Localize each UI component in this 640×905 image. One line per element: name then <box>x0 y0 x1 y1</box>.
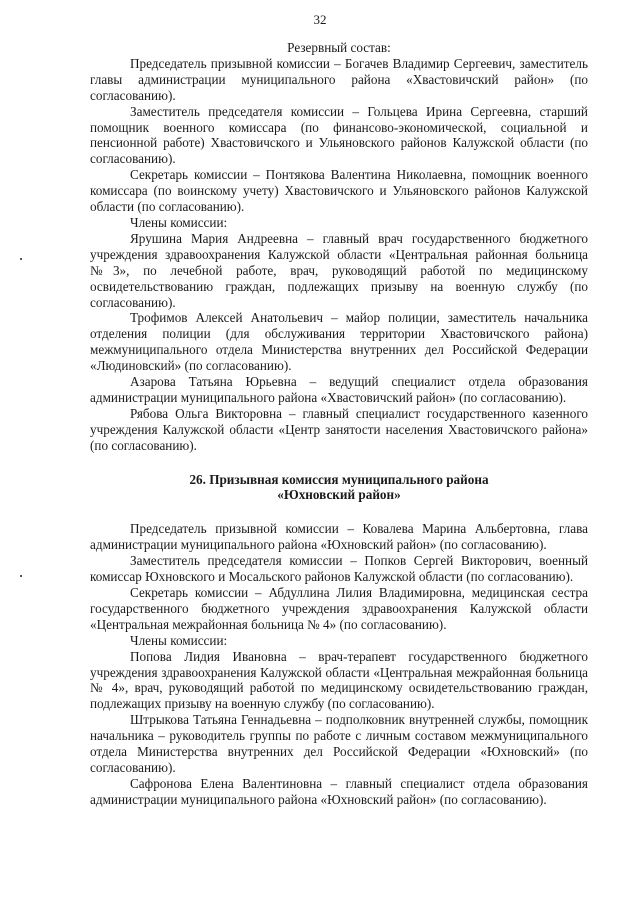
reserve-heading: Резервный состав: <box>287 40 391 55</box>
spacer <box>90 454 588 472</box>
document-body <box>90 40 588 808</box>
margin-mark <box>20 575 22 577</box>
paragraph: Члены комиссии: <box>130 214 228 230</box>
section-heading: «Юхновский район» <box>277 487 401 503</box>
paragraph: Сафронова Елена Валентиновна – главный специалист отдела образования администрации муниципального района «Юхновский район» (по согласованию). <box>90 775 588 807</box>
paragraph: Заместитель председателя комиссии – Гольцева Ирина Сергеевна, старший помощник военного комиссара (по финансово-экономической, социальной и пенсионной работе) Хвастовичского и Ульяновского районов Калужской области (по согласованию). <box>90 103 588 167</box>
paragraph: Председатель призывной комиссии – Ковалева Марина Альбертовна, глава администрации муниципального района «Юхновский район» (по согласованию). <box>90 521 588 553</box>
paragraph: Секретарь комиссии – Абдуллина Лилия Владимировна, медицинская сестра государственного бюджетного учреждения здравоохранения Калужской области «Центральная межрайонная больница № 4» (по согласованию). <box>90 585 588 632</box>
paragraph: Ярушина Мария Андреевна – главный врач государственного бюджетного учреждения здравоохранения Калужской области «Центральная районная больница №3», по лечебной работе, врач, руководящий работой по медицинскому освидетельствованию граждан, подлежащих призыву на военную службу (по согласованию). <box>90 230 588 310</box>
spacer <box>90 503 588 521</box>
paragraph: Члены комиссии: <box>130 632 228 648</box>
page-number: 32 <box>313 12 327 27</box>
section-heading: 26. Призывная комиссия муниципального района <box>189 471 489 487</box>
paragraph: Рябова Ольга Викторовна – главный специалист государственного казенного учреждения Калужской области «Центр занятости населения Хвастовичского района» (по согласованию). <box>90 405 588 453</box>
margin-mark <box>20 258 22 260</box>
paragraph: Секретарь комиссии – Понтякова Валентина Николаевна, помощник военного комиссара (по воинскому учету) Хвастовичского и Ульяновского районов Калужской области (по согласованию). <box>90 167 588 215</box>
paragraph: Азарова Татьяна Юрьевна – ведущий специалист отдела образования администрации муниципального района «Хвастовичский район» (по согласованию). <box>90 374 588 405</box>
paragraph: Председатель призывной комиссии – Богачев Владимир Сергеевич, заместитель главы администрации муниципального района «Хвастовичский район» (по согласованию). <box>90 55 588 103</box>
paragraph: Заместитель председателя комиссии – Попков Сергей Викторович, военный комиссар Юхновского и Мосальского районов Калужской области (по согласованию). <box>90 553 588 585</box>
paragraph: Трофимов Алексей Анатольевич – майор полиции, заместитель начальника отделения полиции (для обслуживания территории Хвастовичского района) межмуниципального отдела Министерства внутренних дел Российской Федерации «Людиновский» (по согласованию). <box>90 310 588 374</box>
paragraph: Попова Лидия Ивановна – врач-терапевт государственного бюджетного учреждения здравоохранения Калужской области «Центральная межрайонная больница № 4», врач, руководящий работой по медицинскому освидетельствованию граждан, подлежащих призыву на военную службу (по согласованию). <box>90 648 588 712</box>
paragraph: Штрыкова Татьяна Геннадьевна – подполковник внутренней службы, помощник начальника – руководитель группы по работе с личным составом межмуниципального отдела Министерства внутренних дел Российской Федерации «Юхновский» (по согласованию). <box>90 712 588 775</box>
